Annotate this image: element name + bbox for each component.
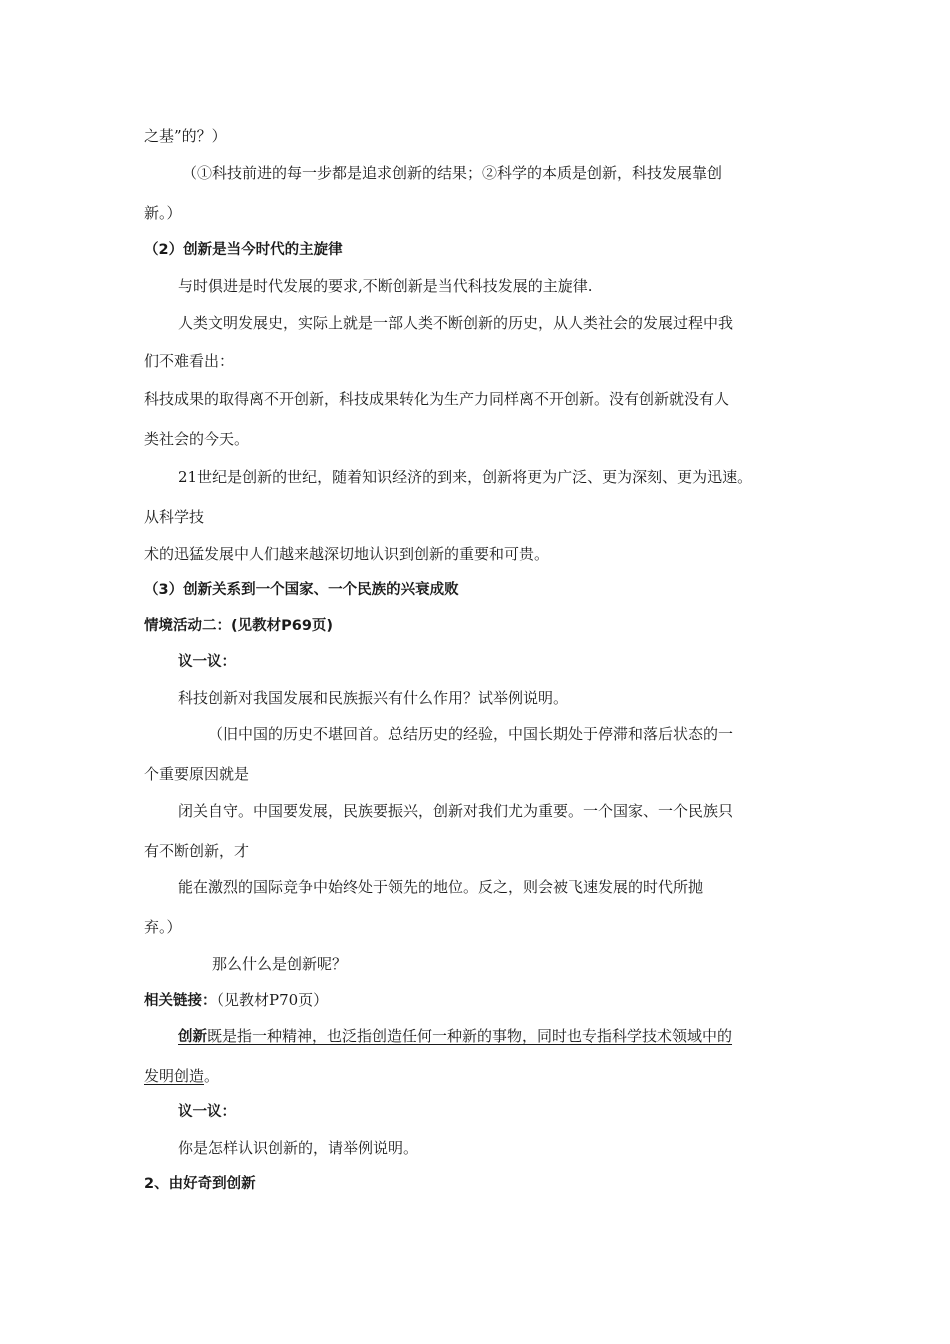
definition-term: 创新	[178, 1029, 207, 1045]
definition-text: 既是指一种精神，也泛指创造任何一种新的事物，同时也专指科学技术领域中的	[207, 1027, 733, 1045]
text-line: 类社会的今天。	[144, 430, 250, 448]
text-line: 术的迅猛发展中人们越来越深切地认识到创新的重要和可贵。	[144, 545, 550, 563]
discussion-heading: 议一议：	[178, 654, 236, 670]
definition-text-end: 发明创造	[144, 1067, 205, 1085]
text-line: 那么什么是创新呢？	[212, 955, 348, 973]
text-line: 能在激烈的国际竞争中始终处于领先的地位。反之，则会被飞速发展的时代所抛	[178, 878, 704, 896]
text-line: 你是怎样认识创新的，请举例说明。	[178, 1139, 419, 1157]
definition-line	[178, 1026, 732, 1047]
related-link-line	[144, 990, 328, 1011]
text-line: （旧中国的历史不堪回首。总结历史的经验，中国长期处于停滞和落后状态的一	[208, 725, 734, 743]
section-heading: 2、由好奇到创新	[144, 1176, 256, 1192]
text-line: 们不难看出：	[144, 352, 235, 370]
related-link-ref: （见教材P70页）	[216, 991, 329, 1009]
text-line: 有不断创新，才	[144, 842, 250, 860]
definition-period: 。	[204, 1067, 220, 1085]
text-line: 新。）	[144, 204, 182, 222]
discussion-heading: 议一议：	[178, 1104, 236, 1120]
text-line: 弃。）	[144, 918, 182, 936]
text-line: 人类文明发展史，实际上就是一部人类不断创新的历史，从人类社会的发展过程中我	[178, 314, 734, 332]
text-line: 个重要原因就是	[144, 765, 250, 783]
text-line: 与时俱进是时代发展的要求,不断创新是当代科技发展的主旋律.	[178, 277, 593, 295]
text-line: 从科学技	[144, 508, 205, 526]
text-line: 科技成果的取得离不开创新，科技成果转化为生产力同样离不开创新。没有创新就没有人	[144, 390, 730, 408]
section-heading: （3）创新关系到一个国家、一个民族的兴衰成败	[144, 582, 459, 598]
text-line: 之基”的？）	[144, 127, 227, 145]
text-line: 科技创新对我国发展和民族振兴有什么作用？试举例说明。	[178, 689, 569, 707]
definition-line-end	[144, 1066, 219, 1086]
related-link-label: 相关链接：	[144, 993, 217, 1009]
activity-heading: 情境活动二：(见教材P69页)	[144, 618, 334, 634]
text-line: 闭关自守。中国要发展，民族要振兴，创新对我们尤为重要。一个国家、一个民族只	[178, 802, 734, 820]
text-line: 21世纪是创新的世纪，随着知识经济的到来，创新将更为广泛、更为深刻、更为迅速。	[178, 468, 753, 486]
section-heading: （2）创新是当今时代的主旋律	[144, 242, 343, 258]
text-line: （①科技前进的每一步都是追求创新的结果；②科学的本质是创新，科技发展靠创	[182, 164, 723, 182]
